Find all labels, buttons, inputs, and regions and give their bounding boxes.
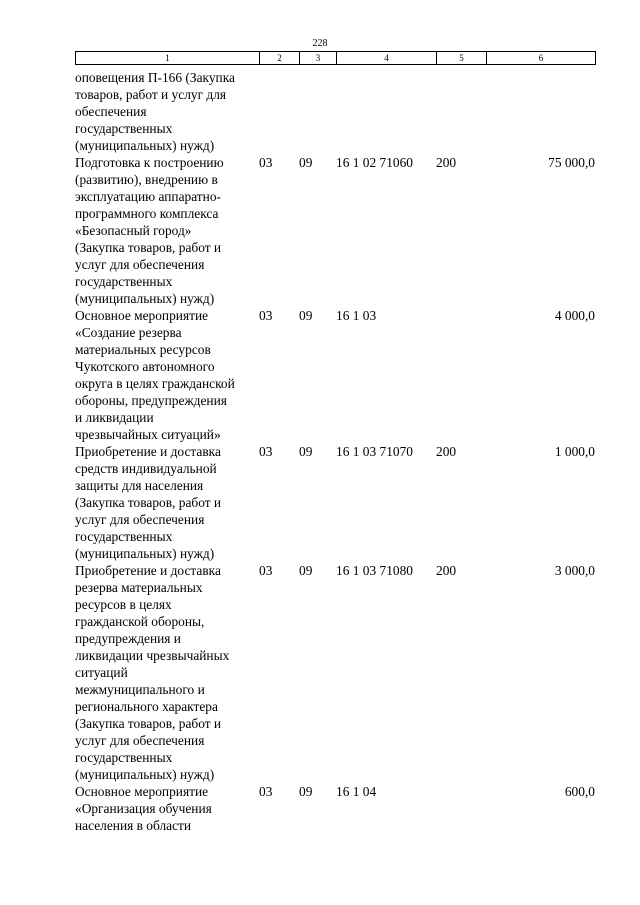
table-row: [75, 69, 595, 154]
section-code: 03: [259, 155, 273, 170]
expense-type-code: 200: [436, 563, 457, 578]
column-number: 3: [300, 52, 337, 65]
column-number: 6: [487, 52, 596, 65]
budget-table-body: [75, 69, 595, 834]
table-row: [75, 443, 595, 562]
amount: 600,0: [564, 784, 595, 799]
table-row: [75, 783, 595, 834]
subsection-code: 09: [299, 563, 313, 578]
subsection-code: [299, 69, 336, 154]
table-row: [75, 307, 595, 443]
expense-type-code: 200: [436, 155, 457, 170]
section-code: 03: [259, 784, 273, 799]
expense-type-code: 200: [436, 444, 457, 459]
column-number-row: [76, 52, 596, 65]
column-number: 5: [437, 52, 487, 65]
amount: 3 000,0: [554, 563, 595, 578]
column-number: 4: [337, 52, 437, 65]
target-article-code: 16 1 03: [336, 308, 377, 323]
amount: 4 000,0: [554, 308, 595, 323]
item-name: Приобретение и доставка резерва материальных ресурсов в целях гражданской обороны, предупреждения и ликвидации чрезвычайных ситуаций межмуниципального и регионального характера (Закупка товаров, работ и услуг для обеспечения государственных (муниципальных) нужд): [75, 563, 230, 782]
expense-type-code: [436, 783, 486, 834]
subsection-code: 09: [299, 155, 313, 170]
subsection-code: 09: [299, 784, 313, 799]
item-name: Подготовка к построению (развитию), внедрению в эксплуатацию аппаратно- программного комплекса «Безопасный город» (Закупка товаров, работ и услуг для обеспечения государственных (муниципальных) нужд): [75, 155, 224, 306]
table-row: [75, 562, 595, 783]
page-number: 228: [312, 38, 328, 49]
column-number: 2: [260, 52, 300, 65]
amount: 1 000,0: [554, 444, 595, 459]
section-code: 03: [259, 444, 273, 459]
target-article-code: 16 1 02 71060: [336, 155, 413, 170]
section-code: 03: [259, 563, 273, 578]
item-name: Основное мероприятие «Создание резерва материальных ресурсов Чукотского автономного округа в целях гражданской обороны, предупреждения и ликвидации чрезвычайных ситуаций»: [75, 308, 235, 442]
subsection-code: 09: [299, 444, 313, 459]
target-article-code: [336, 69, 436, 154]
target-article-code: 16 1 04: [336, 784, 377, 799]
column-number: 1: [76, 52, 260, 65]
section-code: 03: [259, 308, 273, 323]
table-row: [75, 154, 595, 307]
expense-type-code: [436, 69, 486, 154]
target-article-code: 16 1 03 71080: [336, 563, 413, 578]
amount: 75 000,0: [548, 155, 595, 170]
target-article-code: 16 1 03 71070: [336, 444, 413, 459]
amount: [486, 69, 595, 154]
subsection-code: 09: [299, 308, 313, 323]
item-name: Основное мероприятие «Организация обучения населения в области: [75, 784, 212, 833]
expense-type-code: [436, 307, 486, 443]
item-name: оповещения П-166 (Закупка товаров, работ и услуг для обеспечения государственных (муниципальных) нужд): [75, 70, 235, 153]
section-code: [259, 69, 299, 154]
item-name: Приобретение и доставка средств индивидуальной защиты для населения (Закупка товаров, работ и услуг для обеспечения государственных (муниципальных) нужд): [75, 444, 222, 561]
column-header-table: [75, 51, 596, 65]
